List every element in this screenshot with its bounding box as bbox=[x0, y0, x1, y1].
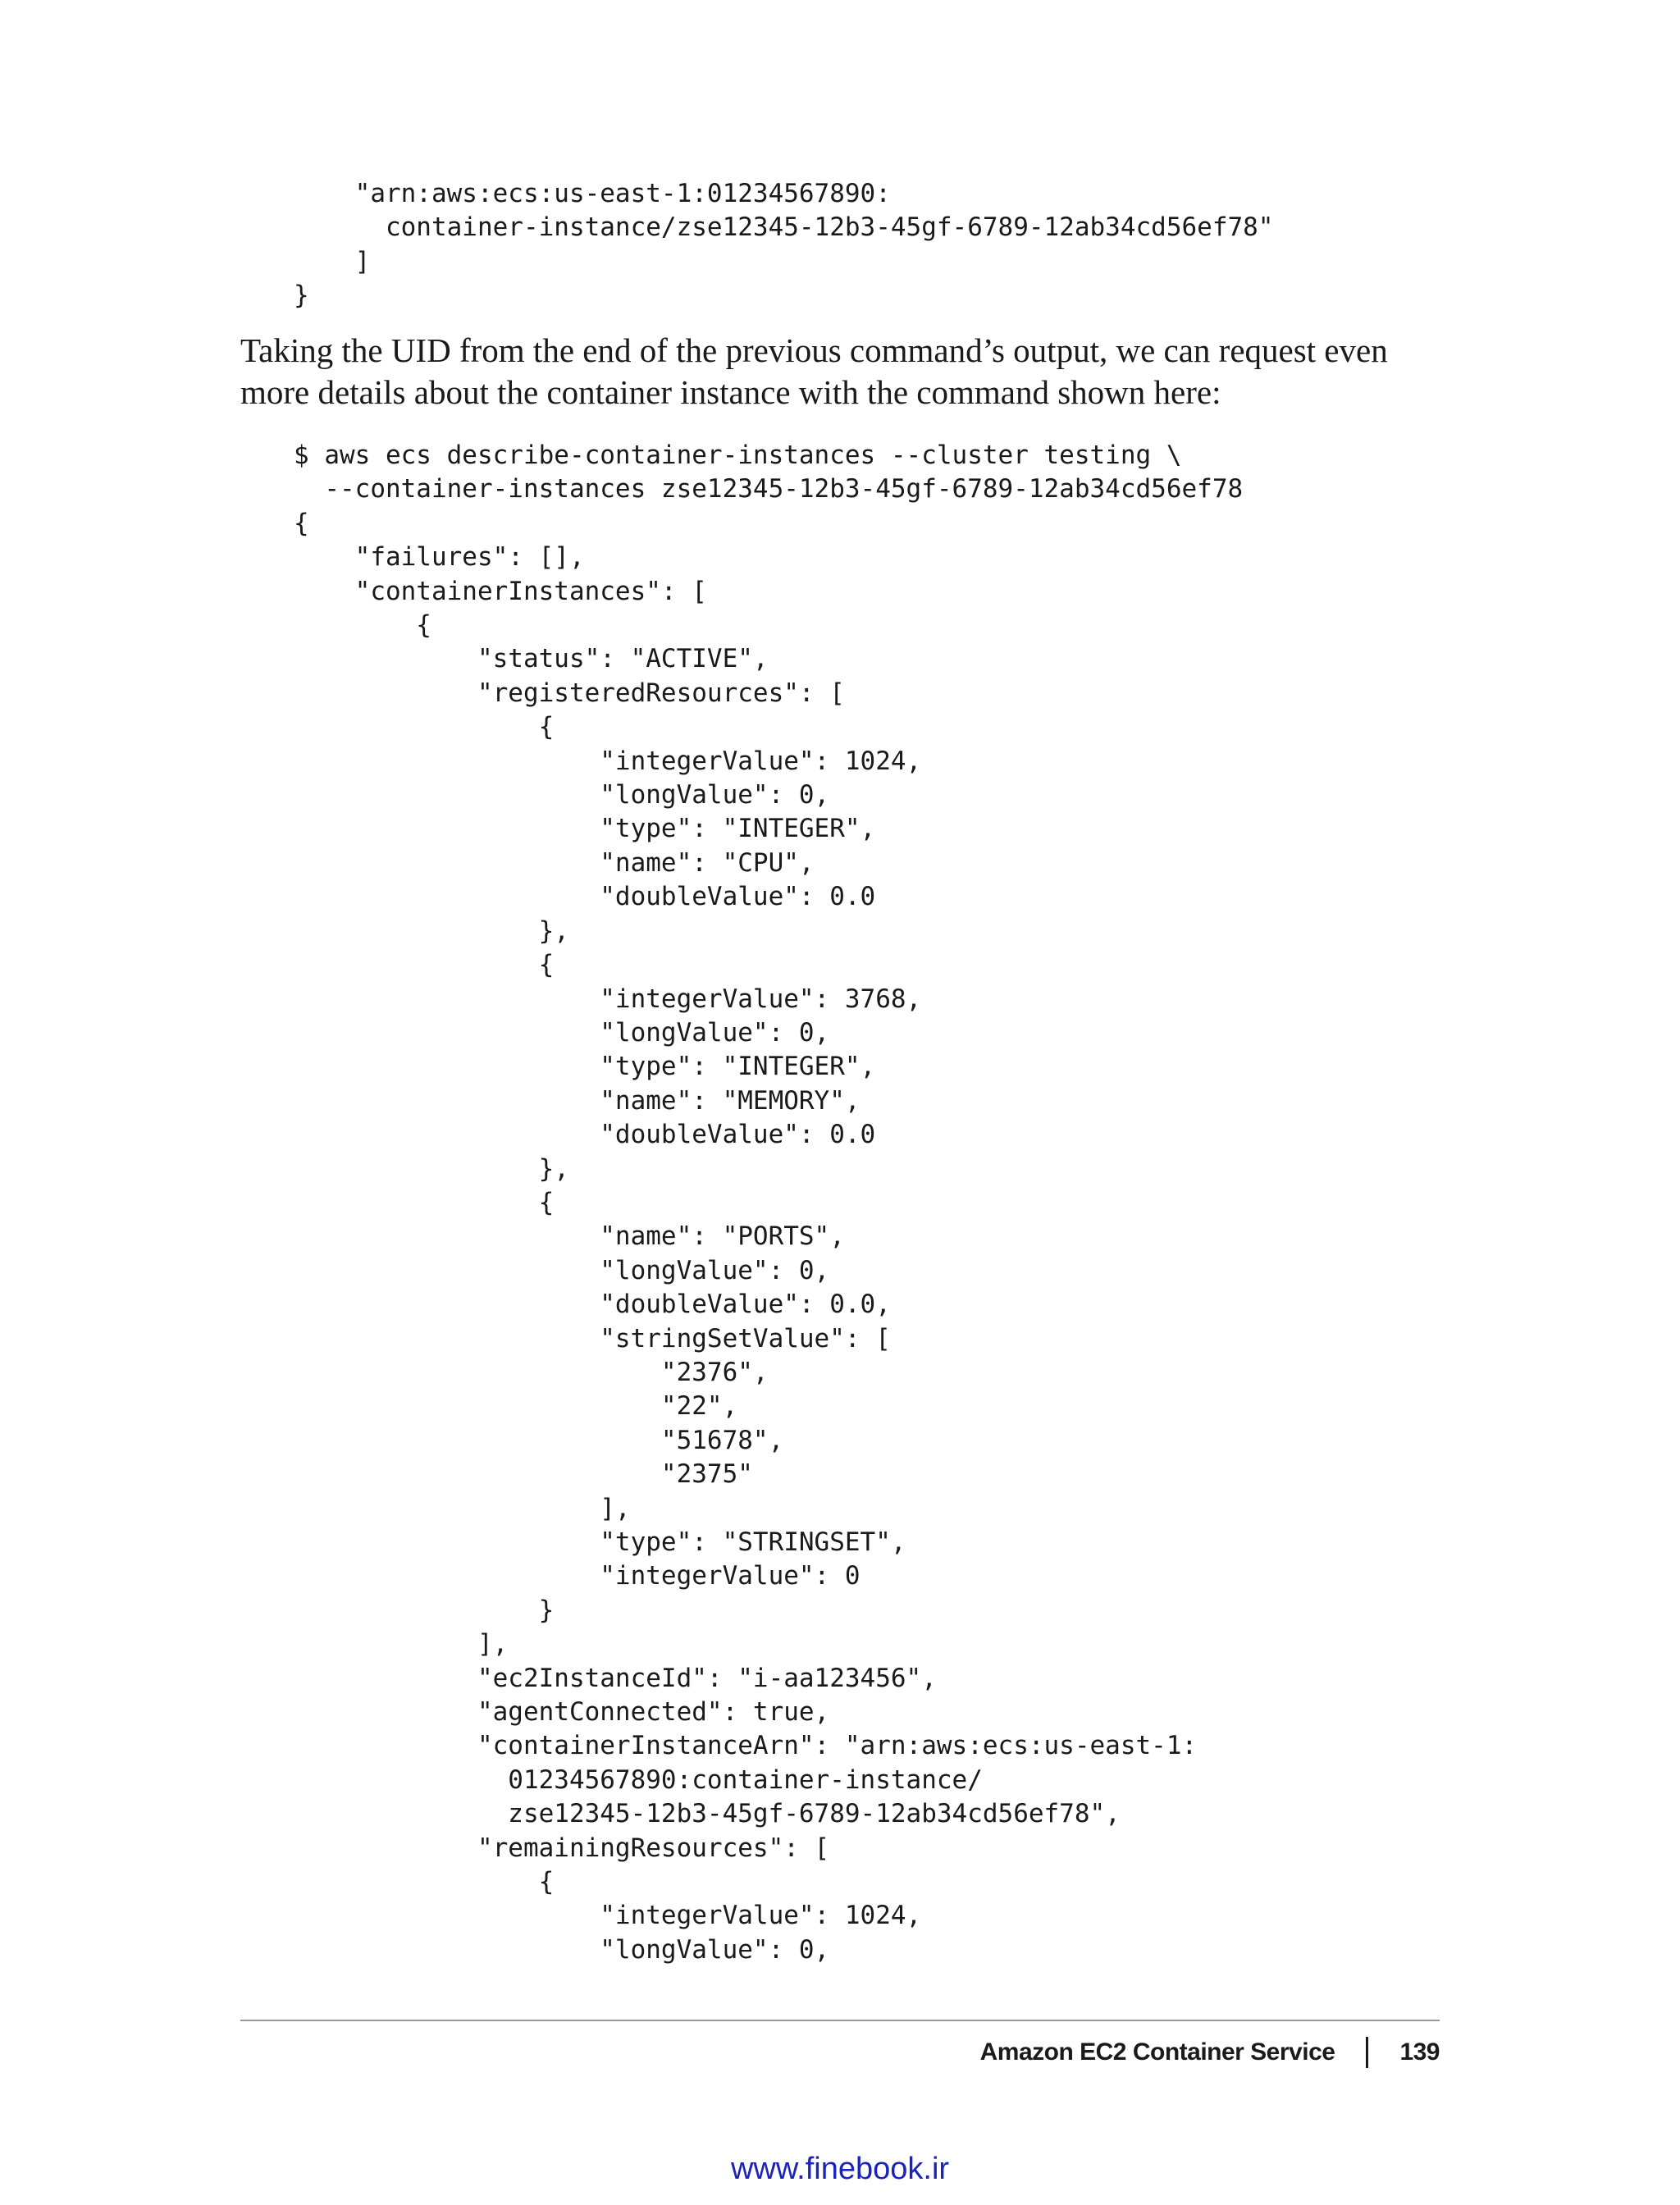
footer-section-title: Amazon EC2 Container Service bbox=[979, 2038, 1335, 2066]
watermark-link[interactable]: www.finebook.ir bbox=[730, 2152, 950, 2186]
page-footer bbox=[980, 2033, 1440, 2072]
body-paragraph: Taking the UID from the end of the previous command’s output, we can request even more details about the container instance with the command shown here: bbox=[240, 331, 1388, 411]
page-number: 139 bbox=[1399, 2038, 1440, 2066]
code-block-describe-container-instances: $ aws ecs describe-container-instances --cluster testing \ --container-instances zse12345-12b3-45gf-6789-12ab34cd56ef78 { "failures": [], "containerInstances": [ { "status": "ACTIVE", "registeredResources": [ { "integerValue": 1024, "longValue": 0, "type": "INTEGER", "name": "CPU", "doubleValue": 0.0 }, { "integerValue": 3768, "longValue": 0, "type": "INTEGER", "name": "MEMORY", "doubleValue": 0.0 }, { "name": "PORTS", "longValue": 0, "doubleValue": 0.0, "stringSetValue": [ "2376", "22", "51678", "2375" ], "type": "STRINGSET", "integerValue": 0 } ], "ec2InstanceId": "i-aa123456", "agentConnected": true, "containerInstanceArn": "arn:aws:ecs:us-east-1: 01234567890:container-instance/ zse12345-12b3-45gf-6789-12ab34cd56ef78", "remainingResources": [ { "integerValue": 1024, "longValue": 0, bbox=[294, 441, 1244, 1965]
code-block-previous-output: "arn:aws:ecs:us-east-1:01234567890: container-instance/zse12345-12b3-45gf-6789-12ab34cd56ef78" ] } bbox=[294, 179, 1274, 311]
footer-separator bbox=[1366, 2037, 1368, 2068]
footer-rule bbox=[240, 2020, 1440, 2021]
